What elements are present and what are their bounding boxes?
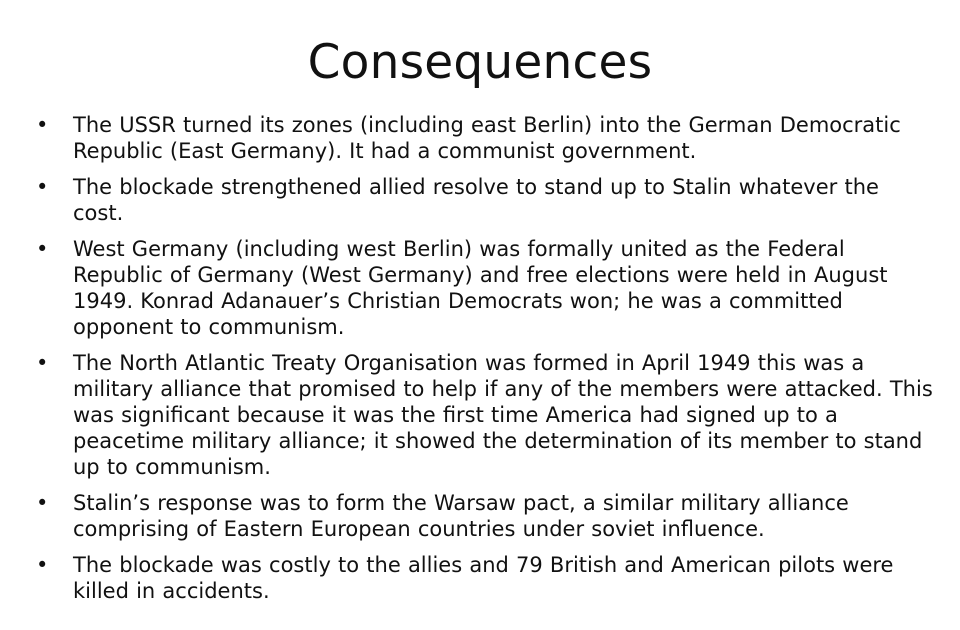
bullet-icon: • bbox=[36, 351, 49, 375]
bullet-text: Stalin’s response was to form the Warsaw pact, a similar military alliance comprising of Eastern European countries under soviet influence. bbox=[73, 491, 849, 541]
bullet-text: West Germany (including west Berlin) was formally united as the Federal Republic of Germany (West Germany) and free elections were held in August 1949. Konrad Adanauer’s Christian Democrats won; he was a committed opponent to communism. bbox=[73, 237, 888, 339]
bullet-item-zones bbox=[36, 112, 936, 164]
bullet-text: The blockade was costly to the allies and 79 British and American pilots were killed in accidents. bbox=[73, 553, 894, 603]
bullet-icon: • bbox=[36, 113, 49, 137]
bullet-item-allied-resolve bbox=[36, 174, 936, 226]
bullet-icon: • bbox=[36, 175, 49, 199]
bullet-text: The USSR turned its zones (including east Berlin) into the German Democratic Republic (East Germany). It had a communist government. bbox=[73, 113, 901, 163]
bullet-text: The North Atlantic Treaty Organisation was formed in April 1949 this was a military alliance that promised to help if any of the members were attacked. This was significant because it was the first time America had signed up to a peacetime military alliance; it showed the determination of its member to stand up to communism. bbox=[73, 351, 933, 479]
bullet-item-warsaw-pact bbox=[36, 490, 936, 542]
bullet-text: The blockade strengthened allied resolve to stand up to Stalin whatever the cost. bbox=[73, 175, 879, 225]
bullet-icon: • bbox=[36, 237, 49, 261]
bullet-item-west-germany bbox=[36, 236, 936, 340]
bullet-list bbox=[36, 112, 936, 614]
bullet-item-nato bbox=[36, 350, 936, 480]
slide-title: Consequences bbox=[307, 35, 653, 90]
bullet-item-blockade-cost bbox=[36, 552, 936, 604]
bullet-icon: • bbox=[36, 553, 49, 577]
bullet-icon: • bbox=[36, 491, 49, 515]
